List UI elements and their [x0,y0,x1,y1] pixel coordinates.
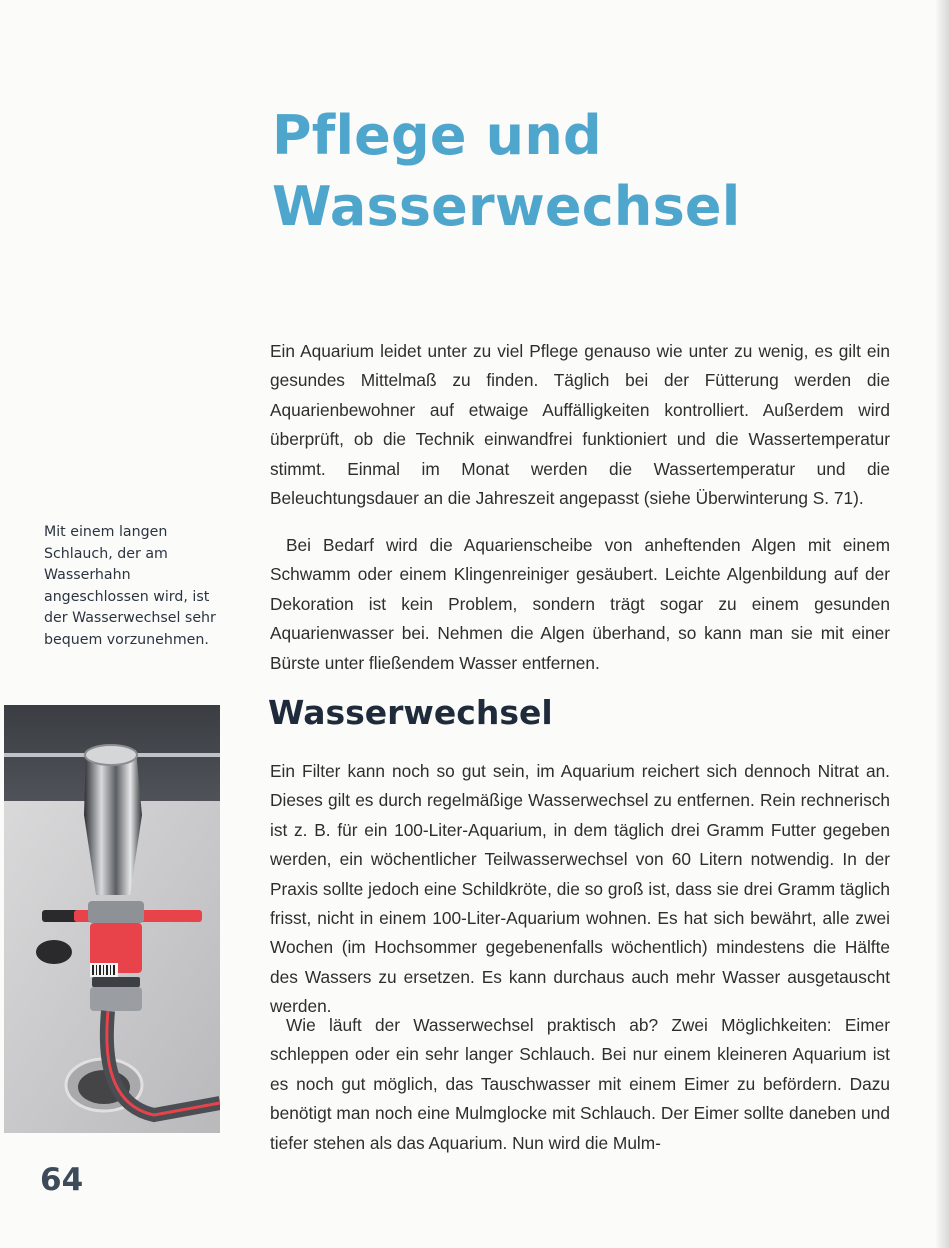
page-title [272,100,740,242]
page-title-line-1: Pflege und [272,104,602,167]
faucet-with-hose-connector-icon [4,705,220,1133]
page-number: 64 [40,1162,84,1198]
section-paragraph-2: Wie läuft der Wasserwechsel praktisch ab? Zwei Möglichkeiten: Eimer schleppen oder ein sehr langer Schlauch. Bei nur einem kleineren Aquarium ist es noch gut möglich, das Tauschwasser mit einem Eimer zu befördern. Dazu benötigt man noch eine Mulmglocke mit Schlauch. Der Eimer sollte daneben und tiefer stehen als das Aquarium. Nun wird die Mulm- [270,1015,890,1153]
intro-paragraph-2: Bei Bedarf wird die Aquarienscheibe von anheftenden Algen mit einem Schwamm oder einem Klingenreiniger gesäubert. Leichte Algenbildung auf der Dekoration ist kein Problem, sondern trägt sogar zu einem gesunden Aquarienwasser bei. Nehmen die Algen überhand, so kann man sie mit einer Bürste unter fließendem Wasser entfernen. [270,535,890,673]
faucet-hose-photo [4,705,220,1133]
page-edge-shadow [935,0,949,1248]
section-paragraph-1: Ein Filter kann noch so gut sein, im Aquarium reichert sich dennoch Nitrat an. Dieses gilt es durch regelmäßige Wasserwechsel zu entfernen. Rein rechnerisch ist z. B. für ein 100-Liter-Aquarium, in dem täglich drei Gramm Futter gegeben werden, ein wöchentlicher Teilwasserwechsel von 60 Litern notwendig. In der Praxis sollte jedoch eine Schildkröte, die so groß ist, dass sie drei Gramm täglich frisst, nicht in einem 100-Liter-Aquarium wohnen. Es hat sich bewährt, alle zwei Wochen (im Hochsommer gegebenenfalls wöchentlich) mindestens die Hälfte des Wassers zu ersetzen. Es kann durchaus auch mehr Wasser ausgetauscht werden. [270,761,890,1017]
section-heading: Wasserwechsel [268,693,553,732]
photo-caption: Mit einem langen Schlauch, der am Wasserhahn angeschlossen wird, ist der Wasserwechsel sehr bequem vorzunehmen. [44,524,216,648]
intro-paragraph-1: Ein Aquarium leidet unter zu viel Pflege genauso wie unter zu wenig, es gilt ein gesundes Mittelmaß zu finden. Täglich bei der Fütterung werden die Aquarienbewohner auf etwaige Auffälligkeiten kontrolliert. Außerdem wird überprüft, ob die Technik einwandfrei funktioniert und die Wassertemperatur stimmt. Einmal im Monat werden die Wassertemperatur und die Beleuchtungsdauer an die Jahreszeit angepasst (siehe Überwinterung S. 71). [270,341,890,509]
page-title-line-2: Wasserwechsel [272,175,741,238]
